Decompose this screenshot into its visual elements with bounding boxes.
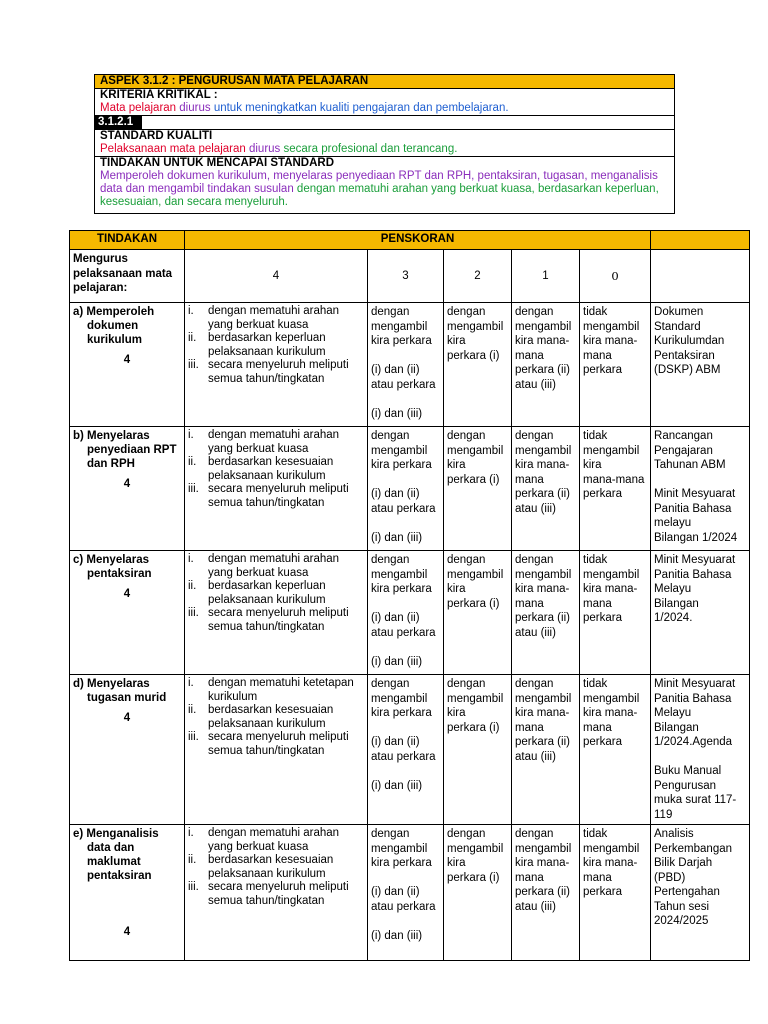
- criteria-list: [188, 553, 364, 634]
- score-2-description: [444, 825, 512, 961]
- tindakan-text: [100, 170, 669, 209]
- criteria-number: i.: [188, 677, 194, 689]
- evidence-text: Analisis Perkembangan Bilik Darjah (PBD) Pertengahan Tahun sesi 2024/2025: [654, 828, 733, 927]
- criteria-cell: [185, 551, 368, 675]
- kriteria-section: [95, 89, 675, 116]
- evidence-cell: [651, 825, 750, 961]
- evidence-text: Rancangan Pengajaran Tahunan ABM Minit Mesyuarat Panitia Bahasa melayu Bilangan 1/2024: [654, 430, 738, 544]
- action-cell: [70, 303, 185, 427]
- score-1-description: [512, 825, 580, 961]
- score-1-description: [512, 303, 580, 427]
- score-3-description: [368, 427, 444, 551]
- evidence-cell: [651, 303, 750, 427]
- criteria-cell: [185, 303, 368, 427]
- action-title: b) Menyelaras penyediaan RPT dan RPH: [73, 430, 177, 470]
- kriteria-title: KRITERIA KRITIKAL :: [100, 89, 218, 101]
- score-text: dengan mengambil kira perkara (i): [447, 554, 504, 610]
- score-text: tidak mengambil kira mana- mana perkara: [583, 554, 640, 624]
- action-score: 4: [123, 712, 131, 724]
- tindakan-text-green: dengan mematuhi arahan yang berkuat kuasa, berdasarkan keperluan, kesesuaian, dan secara menyeluruh.: [100, 183, 659, 208]
- criteria-text: secara menyeluruh meliputi semua tahun/tingkatan: [208, 607, 349, 633]
- evidence-text: Minit Mesyuarat Panitia Bahasa Melayu Bilangan 1/2024.: [654, 554, 736, 624]
- criteria-text: dengan mematuhi arahan yang berkuat kuasa: [208, 305, 340, 331]
- score-0-description: [580, 675, 651, 825]
- score-text: dengan mengambil kira perkara (i) dan (ii) atau perkara (i) dan (iii): [371, 828, 436, 942]
- standard-info-box: [94, 74, 675, 214]
- score-text: dengan mengambil kira perkara (i): [447, 828, 504, 884]
- score-text: dengan mengambil kira perkara (i): [447, 306, 504, 362]
- score-text: dengan mengambil kira perkara (i) dan (ii) atau perkara (i) dan (iii): [371, 678, 436, 792]
- kriteria-text-red: Mata pelajaran: [100, 102, 177, 114]
- aspek-heading: ASPEK 3.1.2 : PENGURUSAN MATA PELAJARAN: [95, 75, 675, 89]
- score-4: 4: [185, 250, 368, 303]
- action-score: 4: [123, 926, 131, 938]
- criteria-text: dengan mematuhi arahan yang berkuat kuasa: [208, 827, 340, 853]
- criteria-text: secara menyeluruh meliputi semua tahun/tingkatan: [208, 359, 349, 385]
- criteria-list: [188, 677, 364, 758]
- action-score: 4: [123, 588, 131, 600]
- scoring-table: [69, 230, 750, 961]
- kriteria-text-purple: diurus: [179, 102, 211, 114]
- criteria-number: iii.: [188, 359, 199, 371]
- criteria-number: i.: [188, 553, 194, 565]
- evidence-cell: [651, 551, 750, 675]
- criteria-number: ii.: [188, 456, 197, 468]
- table-row: [70, 303, 750, 427]
- criteria-item: [188, 456, 364, 483]
- score-text: dengan mengambil kira mana- mana perkara (ii) atau (iii): [515, 828, 572, 913]
- score-3-description: [368, 303, 444, 427]
- score-label: Mengurus pelaksanaan mata pelajaran:: [70, 250, 185, 303]
- action-cell: [70, 825, 185, 961]
- criteria-item: [188, 677, 364, 704]
- header-penskoran: PENSKORAN: [185, 231, 651, 250]
- score-1: 1: [512, 250, 580, 303]
- score-0: 0: [580, 250, 651, 303]
- criteria-number: iii.: [188, 881, 199, 893]
- table-row: [70, 427, 750, 551]
- criteria-text: secara menyeluruh meliputi semua tahun/tingkatan: [208, 881, 349, 907]
- action-title: e) Menganalisis data dan maklumat pentaksiran: [73, 828, 159, 882]
- criteria-text: berdasarkan kesesuaian pelaksanaan kurikulum: [208, 704, 334, 730]
- score-text: dengan mengambil kira perkara (i): [447, 678, 504, 734]
- criteria-list: [188, 305, 364, 386]
- tindakan-section: [95, 157, 675, 214]
- criteria-cell: [185, 675, 368, 825]
- score-3: 3: [368, 250, 444, 303]
- criteria-number: iii.: [188, 607, 199, 619]
- standard-number-row: [95, 116, 675, 130]
- score-text: tidak mengambil kira mana-mana perkara: [583, 430, 645, 500]
- standard-text: [100, 143, 669, 156]
- score-3-description: [368, 825, 444, 961]
- criteria-item: [188, 305, 364, 332]
- score-1-description: [512, 551, 580, 675]
- action-score: 4: [123, 478, 131, 490]
- criteria-number: ii.: [188, 854, 197, 866]
- tindakan-title: TINDAKAN UNTUK MENCAPAI STANDARD: [100, 157, 335, 169]
- score-0-description: [580, 303, 651, 427]
- score-text: dengan mengambil kira perkara (i) dan (ii) atau perkara (i) dan (iii): [371, 306, 436, 420]
- standard-text-purple: diurus: [248, 143, 281, 155]
- score-text: tidak mengambil kira mana- mana perkara: [583, 678, 640, 748]
- criteria-number: iii.: [188, 731, 199, 743]
- criteria-number: ii.: [188, 580, 197, 592]
- header-blank: [651, 231, 750, 250]
- criteria-item: [188, 429, 364, 456]
- tindakan-text-purple: Memperoleh dokumen kurikulum, menyelaras penyediaan RPT dan RPH, pentaksiran, tugasan, menganalisis data dan mengambil tindakan susulan: [100, 170, 658, 195]
- header-tindakan: TINDAKAN: [70, 231, 185, 250]
- action-score: 4: [123, 354, 131, 366]
- criteria-item: [188, 704, 364, 731]
- score-0-description: [580, 825, 651, 961]
- kriteria-text-blue: untuk meningkatkan kualiti pengajaran dan pembelajaran.: [213, 102, 509, 114]
- criteria-number: ii.: [188, 332, 197, 344]
- criteria-item: [188, 483, 364, 510]
- score-text: dengan mengambil kira mana- mana perkara (ii) atau (iii): [515, 554, 572, 639]
- criteria-item: [188, 607, 364, 634]
- score-text: tidak mengambil kira mana- mana perkara: [583, 828, 640, 898]
- score-0-description: [580, 427, 651, 551]
- criteria-text: secara menyeluruh meliputi semua tahun/tingkatan: [208, 483, 349, 509]
- score-text: tidak mengambil kira mana- mana perkara: [583, 306, 640, 376]
- score-2-description: [444, 551, 512, 675]
- score-2-description: [444, 427, 512, 551]
- criteria-list: [188, 429, 364, 510]
- score-1-description: [512, 675, 580, 825]
- criteria-item: [188, 332, 364, 359]
- criteria-number: i.: [188, 429, 194, 441]
- evidence-cell: [651, 675, 750, 825]
- criteria-text: dengan mematuhi arahan yang berkuat kuasa: [208, 553, 340, 579]
- score-text: dengan mengambil kira perkara (i) dan (ii) atau perkara (i) dan (iii): [371, 554, 436, 668]
- criteria-item: [188, 854, 364, 881]
- criteria-item: [188, 553, 364, 580]
- score-1-description: [512, 427, 580, 551]
- score-text: dengan mengambil kira perkara (i) dan (ii) atau perkara (i) dan (iii): [371, 430, 436, 544]
- evidence-text: Minit Mesyuarat Panitia Bahasa Melayu Bilangan 1/2024.Agenda Buku Manual Pengurusan muka surat 117- 119: [654, 678, 737, 821]
- evidence-text: Dokumen Standard Kurikulumdan Pentaksiran (DSKP) ABM: [654, 306, 725, 376]
- evidence-header-blank: [651, 250, 750, 303]
- score-text: dengan mengambil kira mana- mana perkara (ii) atau (iii): [515, 306, 572, 391]
- criteria-number: ii.: [188, 704, 197, 716]
- score-0-description: [580, 551, 651, 675]
- standard-text-green: secara profesional dan terancang.: [283, 143, 458, 155]
- criteria-number: i.: [188, 827, 194, 839]
- table-row: [70, 675, 750, 825]
- action-cell: [70, 551, 185, 675]
- criteria-list: [188, 827, 364, 908]
- criteria-number: iii.: [188, 483, 199, 495]
- table-row: [70, 551, 750, 675]
- standard-title: STANDARD KUALITI: [100, 130, 213, 142]
- score-2-description: [444, 675, 512, 825]
- score-text: dengan mengambil kira mana- mana perkara (ii) atau (iii): [515, 430, 572, 515]
- criteria-text: berdasarkan keperluan pelaksanaan kurikulum: [208, 580, 326, 606]
- criteria-text: berdasarkan kesesuaian pelaksanaan kurikulum: [208, 854, 334, 880]
- action-title: a) Memperoleh dokumen kurikulum: [73, 306, 155, 346]
- score-text: dengan mengambil kira mana- mana perkara (ii) atau (iii): [515, 678, 572, 763]
- standard-text-red: Pelaksanaan mata pelajaran: [100, 143, 246, 155]
- criteria-item: [188, 881, 364, 908]
- score-2: 2: [444, 250, 512, 303]
- criteria-text: berdasarkan kesesuaian pelaksanaan kurikulum: [208, 456, 334, 482]
- criteria-number: i.: [188, 305, 194, 317]
- criteria-text: berdasarkan keperluan pelaksanaan kurikulum: [208, 332, 326, 358]
- action-title: c) Menyelaras pentaksiran: [73, 554, 152, 580]
- criteria-item: [188, 731, 364, 758]
- score-3-description: [368, 551, 444, 675]
- evidence-cell: [651, 427, 750, 551]
- action-title: d) Menyelaras tugasan murid: [73, 678, 167, 704]
- criteria-item: [188, 580, 364, 607]
- criteria-cell: [185, 825, 368, 961]
- criteria-item: [188, 827, 364, 854]
- score-3-description: [368, 675, 444, 825]
- criteria-text: dengan mematuhi arahan yang berkuat kuasa: [208, 429, 340, 455]
- criteria-text: dengan mematuhi ketetapan kurikulum: [208, 677, 354, 703]
- score-2-description: [444, 303, 512, 427]
- standard-number: 3.1.2.1: [95, 116, 142, 129]
- criteria-cell: [185, 427, 368, 551]
- table-row: [70, 825, 750, 961]
- criteria-text: secara menyeluruh meliputi semua tahun/tingkatan: [208, 731, 349, 757]
- kriteria-text: [100, 102, 669, 115]
- criteria-item: [188, 359, 364, 386]
- action-cell: [70, 427, 185, 551]
- action-cell: [70, 675, 185, 825]
- score-text: dengan mengambil kira perkara (i): [447, 430, 504, 486]
- standard-section: [95, 130, 675, 157]
